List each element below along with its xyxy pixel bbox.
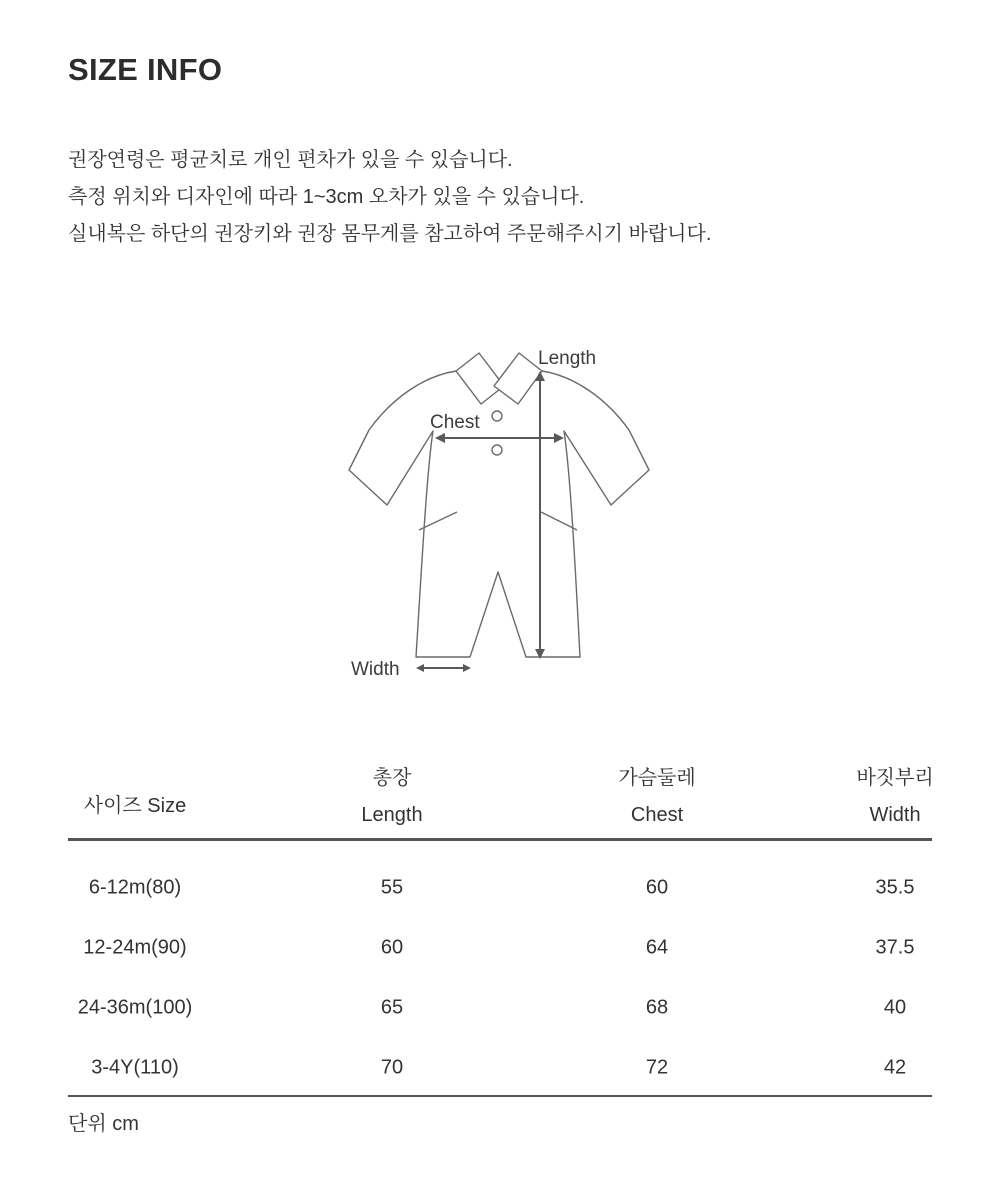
garment-measurement-diagram [340, 328, 670, 690]
collar-left [456, 353, 504, 404]
width-arrow [416, 664, 471, 672]
table-row [0, 978, 1000, 1038]
size-cell: 6-12m(80) [88, 876, 182, 899]
length-cell: 70 [380, 1056, 404, 1079]
size-cell: 3-4Y(110) [91, 1056, 179, 1079]
column-header-width-en: Width [869, 804, 921, 826]
button-bottom [492, 445, 502, 455]
length-arrow [535, 371, 545, 659]
table-row [0, 858, 1000, 918]
collar-right [494, 353, 542, 404]
chest-cell: 68 [645, 996, 669, 1019]
note-line: 측정 위치와 디자인에 따라 1~3cm 오차가 있을 수 있습니다. [68, 186, 585, 208]
column-header-width-ko: 바짓부리 [856, 767, 934, 789]
column-header-length-en: Length [361, 804, 423, 826]
chest-cell: 72 [645, 1056, 669, 1079]
column-header-chest-en: Chest [630, 804, 684, 826]
length-cell: 60 [380, 936, 404, 959]
length-cell: 55 [380, 876, 404, 899]
column-header-length [361, 760, 422, 834]
table-row [0, 918, 1000, 978]
column-header-length-ko: 총장 [372, 767, 412, 789]
chest-arrow [435, 433, 564, 443]
size-notes [68, 142, 711, 253]
size-cell: 12-24m(90) [83, 936, 187, 959]
column-header-width [856, 760, 933, 834]
column-header-chest [618, 760, 695, 834]
width-cell: 42 [883, 1056, 907, 1079]
column-header-size: 사이즈 Size [83, 795, 187, 817]
chest-cell: 60 [645, 876, 669, 899]
chest-label: Chest [430, 412, 480, 433]
length-label: Length [538, 348, 597, 369]
width-label: Width [351, 659, 400, 680]
width-cell: 35.5 [875, 876, 915, 899]
table-row [0, 1038, 1000, 1098]
button-top [492, 411, 502, 421]
chest-cell: 64 [645, 936, 669, 959]
note-line: 권장연령은 평균치로 개인 편차가 있을 수 있습니다. [68, 149, 513, 171]
length-cell: 65 [380, 996, 404, 1019]
page-title: SIZE INFO [68, 52, 223, 87]
table-top-rule [68, 838, 932, 841]
width-cell: 40 [883, 996, 907, 1019]
note-line: 실내복은 하단의 권장키와 권장 몸무게를 참고하여 주문해주시기 바랍니다. [68, 223, 712, 245]
width-cell: 37.5 [875, 936, 915, 959]
table-bottom-rule [68, 1095, 932, 1097]
column-header-chest-ko: 가슴둘레 [618, 767, 696, 789]
unit-note: 단위 cm [68, 1113, 139, 1135]
size-cell: 24-36m(100) [77, 996, 193, 1019]
